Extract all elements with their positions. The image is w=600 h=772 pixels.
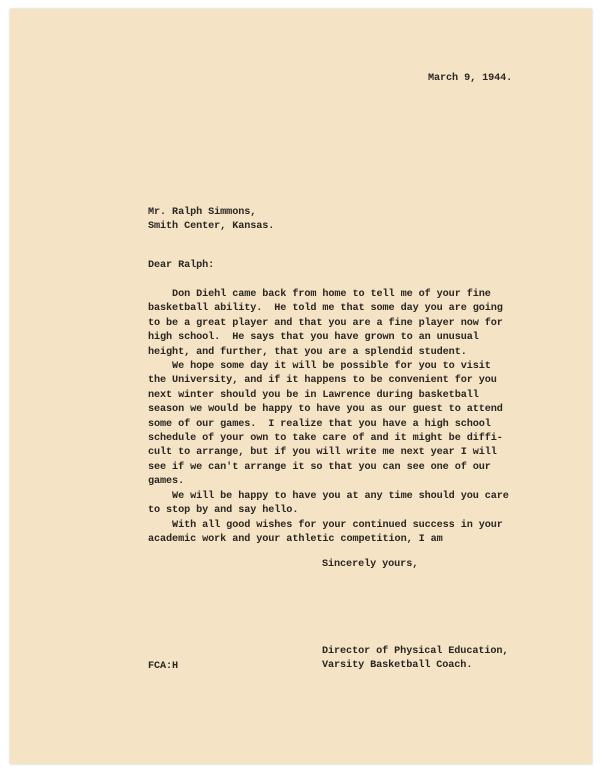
paragraph-line: see if we can't arrange it so that you can see one of our: [148, 461, 491, 473]
letter-page: [10, 9, 592, 764]
paragraph-line: to stop by and say hello.: [148, 505, 299, 517]
paragraph-line: cult to arrange, but if you will write me next year I will: [148, 447, 497, 459]
paragraph-line: high school. He says that you have grown to an unusual: [148, 332, 479, 344]
body-paragraph: [148, 288, 503, 360]
paragraph-line: We will be happy to have you at any time should you care: [148, 491, 509, 502]
paragraph-line: We hope some day it will be possible for you to visit: [148, 361, 491, 372]
letter-date: March 9, 1944.: [428, 73, 513, 84]
complimentary-closing: Sincerely yours,: [322, 559, 419, 570]
paragraph-line: next winter should you be in Lawrence during basketball: [148, 389, 479, 401]
paragraph-line: games.: [148, 476, 185, 488]
address-line: Smith Center, Kansas.: [148, 221, 275, 232]
recipient-address: [148, 206, 274, 234]
paragraph-line: height, and further, that you are a splendid student.: [148, 346, 467, 358]
paragraph-line: to be a great player and that you are a fine player now for: [148, 317, 503, 329]
paragraph-line: academic work and your athletic competition, I am: [148, 534, 443, 546]
reference-initials: FCA:H: [148, 661, 179, 672]
paragraph-line: the University, and if it happens to be convenient for you: [148, 375, 497, 387]
signature-block: [322, 645, 508, 673]
paragraph-line: With all good wishes for your continued success in your: [148, 520, 503, 531]
body-paragraph: [148, 519, 503, 548]
paragraph-line: basketball ability. He told me that some day you are going: [148, 303, 503, 315]
signature-title: Varsity Basketball Coach.: [322, 660, 473, 671]
paragraph-line: schedule of your own to take care of and it might be diffi-: [148, 433, 503, 445]
body-paragraph: [148, 490, 509, 519]
paragraph-line: Don Diehl came back from home to tell me of your fine: [148, 289, 491, 300]
body-paragraph: [148, 360, 503, 490]
signature-title: Director of Physical Education,: [322, 646, 509, 657]
paragraph-line: season we would be happy to have you as our guest to attend: [148, 404, 503, 416]
address-line: Mr. Ralph Simmons,: [148, 207, 257, 218]
salutation: Dear Ralph:: [148, 260, 215, 271]
paragraph-line: some of our games. I realize that you have a high school: [148, 418, 491, 430]
